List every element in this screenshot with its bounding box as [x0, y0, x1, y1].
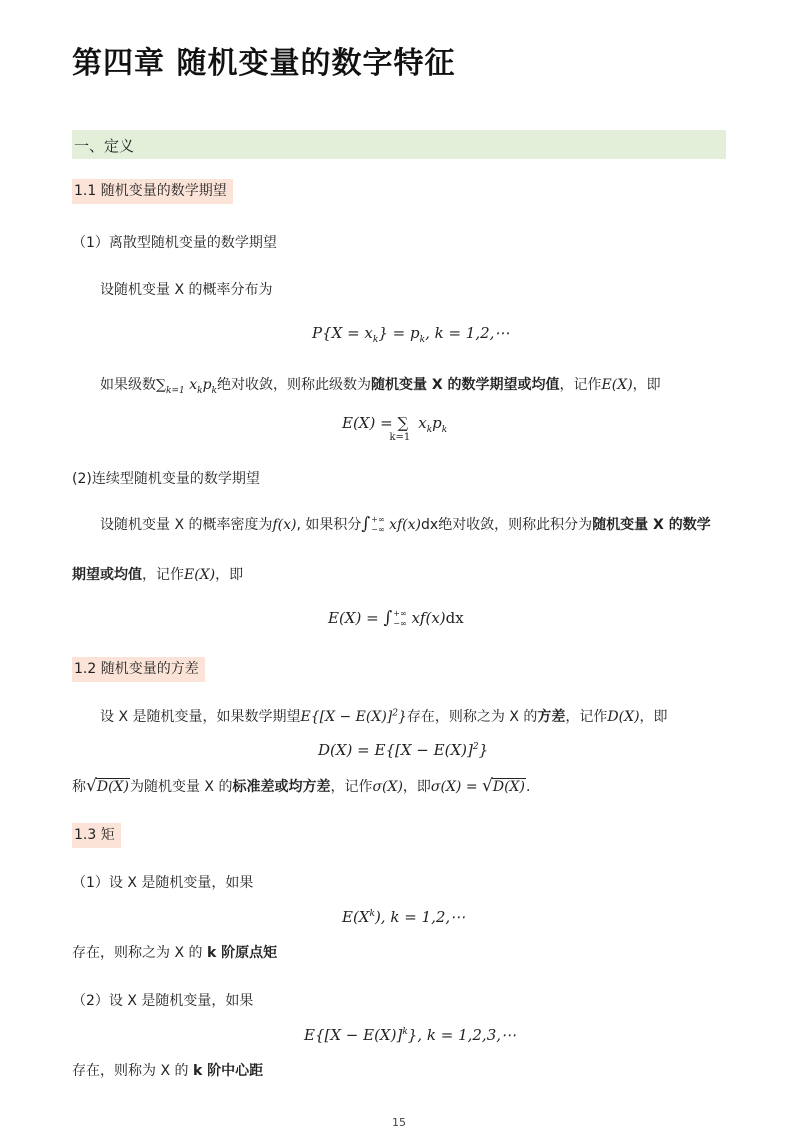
paragraph-continuous-cont: 期望或均值，记作E(X)，即: [72, 567, 244, 583]
equation-raw-moment: $E(X^k)$, k = 1,2,⋯: [342, 908, 466, 926]
paragraph-central-moment-intro: （2）设 X 是随机变量，如果: [72, 993, 254, 1009]
paragraph-variance-def: 设 X 是随机变量，如果数学期望$E\{[X - E(X)]^2\}$存在，则称之为 X 的方差，记作D(X)，即: [100, 708, 668, 725]
paragraph-series-expectation: 如果级数$\sum_{k=1}$ $x_kp_k$绝对收敛，则称此级数为随机变量 X 的数学期望或均值，记作E(X)，即: [100, 377, 661, 396]
paragraph-central-moment: 存在，则称为 X 的 k 阶中心距: [72, 1063, 264, 1079]
paragraph-raw-moment: 存在，则称之为 X 的 k 阶原点矩: [72, 945, 278, 961]
section-bar: [72, 130, 726, 159]
page-number: 15: [392, 1116, 406, 1129]
paragraph-discrete-intro: 设随机变量 X 的概率分布为: [100, 282, 273, 298]
paragraph-standard-deviation: 称√D(X)为随机变量 X 的标准差或均方差，记作σ(X)，即σ(X) = √D(X).: [72, 776, 531, 796]
equation-continuous-expectation: E(X) = ∫+∞ −∞ xf(x)dx: [328, 608, 464, 628]
subsection-heading-1-1: 1.1 随机变量的数学期望: [72, 180, 233, 200]
paragraph-raw-moment-intro: （1）设 X 是随机变量，如果: [72, 875, 254, 891]
subsection-heading-1-3: 1.3 矩: [72, 824, 121, 844]
equation-central-moment: $E\{[X - E(X)]^k\}$, k = 1,2,3,⋯: [304, 1026, 517, 1044]
page-title: 第四章 随机变量的数字特征: [72, 46, 456, 81]
paragraph-continuous-title: (2)连续型随机变量的数学期望: [72, 471, 260, 487]
section-heading: 一、定义: [74, 137, 135, 155]
paragraph-discrete-title: （1）离散型随机变量的数学期望: [72, 235, 277, 251]
equation-variance: $D(X) = E\{[X - E(X)]^2\}$: [318, 741, 489, 759]
equation-probability-distribution: $P\{X = x_k\} = p_k$, k = 1,2,⋯: [312, 324, 510, 345]
equation-discrete-expectation: E(X) = ∑ k=1 $x_kp_k$: [342, 414, 448, 443]
paragraph-continuous-intro: 设随机变量 X 的概率密度为f(x), 如果积分∫+∞ −∞ xf(x)dx绝对收敛，则称此积分为随机变量 X 的数学: [100, 514, 711, 534]
subsection-heading-1-2: 1.2 随机变量的方差: [72, 658, 205, 678]
